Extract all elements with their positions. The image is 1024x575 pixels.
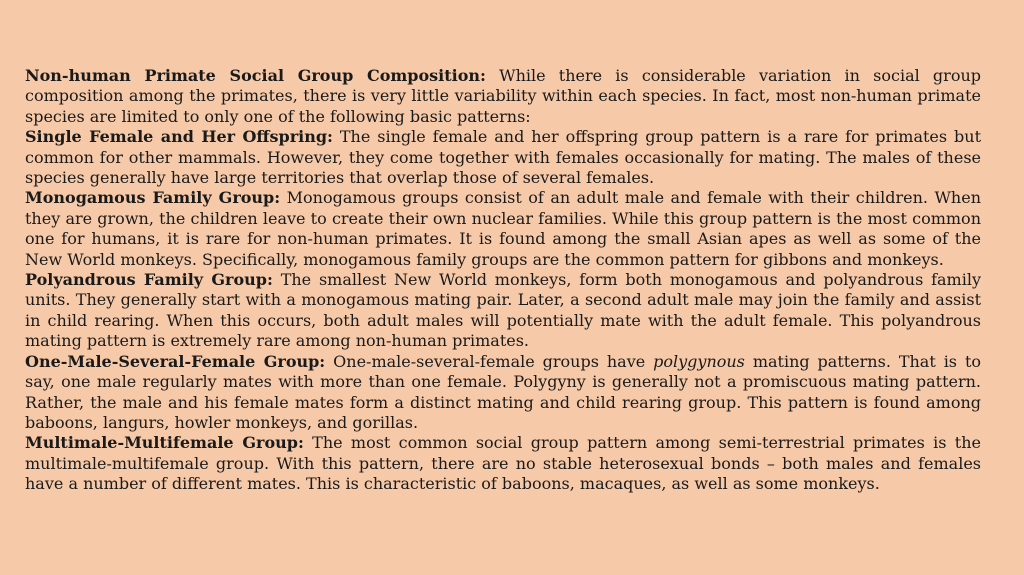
body-single-female: The single female and her offspring group pattern is a rare for primates but common for other mammals. However, they come together with females occasionally for mating. The males of these species generally have large territories that overlap those of several females.	[25, 127, 982, 188]
emphasis-polygynous: polygynous	[653, 351, 745, 371]
paragraph-polyandrous	[25, 270, 981, 352]
paragraph-multimale-multifemale	[25, 433, 981, 494]
heading-one-male-several-female: One-Male-Several-Female Group:	[25, 351, 326, 371]
heading-polyandrous: Polyandrous Family Group:	[25, 270, 273, 290]
heading-social-group-composition: Non-human Primate Social Group Composition:	[25, 66, 486, 85]
slide-body	[25, 66, 981, 495]
body-multimale-multifemale: The most common social group pattern among semi-terrestrial primates is the multimale-multifemale group. With this pattern, there are no stable heterosexual bonds – both males and females have a number of different mates. This is characteristic of baboons, macaques, as well as some monkeys.	[25, 433, 981, 494]
paragraph-social-group-composition	[25, 66, 981, 127]
body-one-male-several-female-after: mating patterns. That is to say, one male regularly mates with more than one female. Polygyny is generally not a promiscuous mating pattern. Rather, the male and his female mates form a distinct mating and child rearing group. This pattern is found among baboons, langurs, howler monkeys, and gorillas.	[25, 351, 981, 432]
body-monogamous: Monogamous groups consist of an adult male and female with their children. When they are grown, the children leave to create their own nuclear families. While this group pattern is the most common one for humans, it is rare for non-human primates. It is found among the small Asian apes as well as some of the New World monkeys. Specifically, monogamous family groups are the common pattern for gibbons and monkeys.	[25, 188, 981, 269]
body-polyandrous: The smallest New World monkeys, form both monogamous and polyandrous family units. They generally start with a monogamous mating pair. Later, a second adult male may join the family and assist in child rearing. When this occurs, both adult males will potentially mate with the adult female. This polyandrous mating pattern is extremely rare among non-human primates.	[25, 270, 981, 351]
paragraph-single-female	[25, 127, 981, 188]
body-social-group-composition: While there is considerable variation in social group composition among the primates, there is very little variability within each species. In fact, most non-human primate species are limited to only one of the following basic patterns:	[25, 66, 981, 126]
heading-single-female: Single Female and Her Offspring:	[25, 127, 333, 147]
heading-monogamous: Monogamous Family Group:	[25, 188, 281, 208]
body-one-male-several-female-before: One-male-several-female groups have	[325, 351, 654, 371]
heading-multimale-multifemale: Multimale-Multifemale Group:	[25, 433, 304, 453]
paragraph-monogamous	[25, 188, 981, 270]
paragraph-one-male-several-female	[25, 352, 981, 434]
